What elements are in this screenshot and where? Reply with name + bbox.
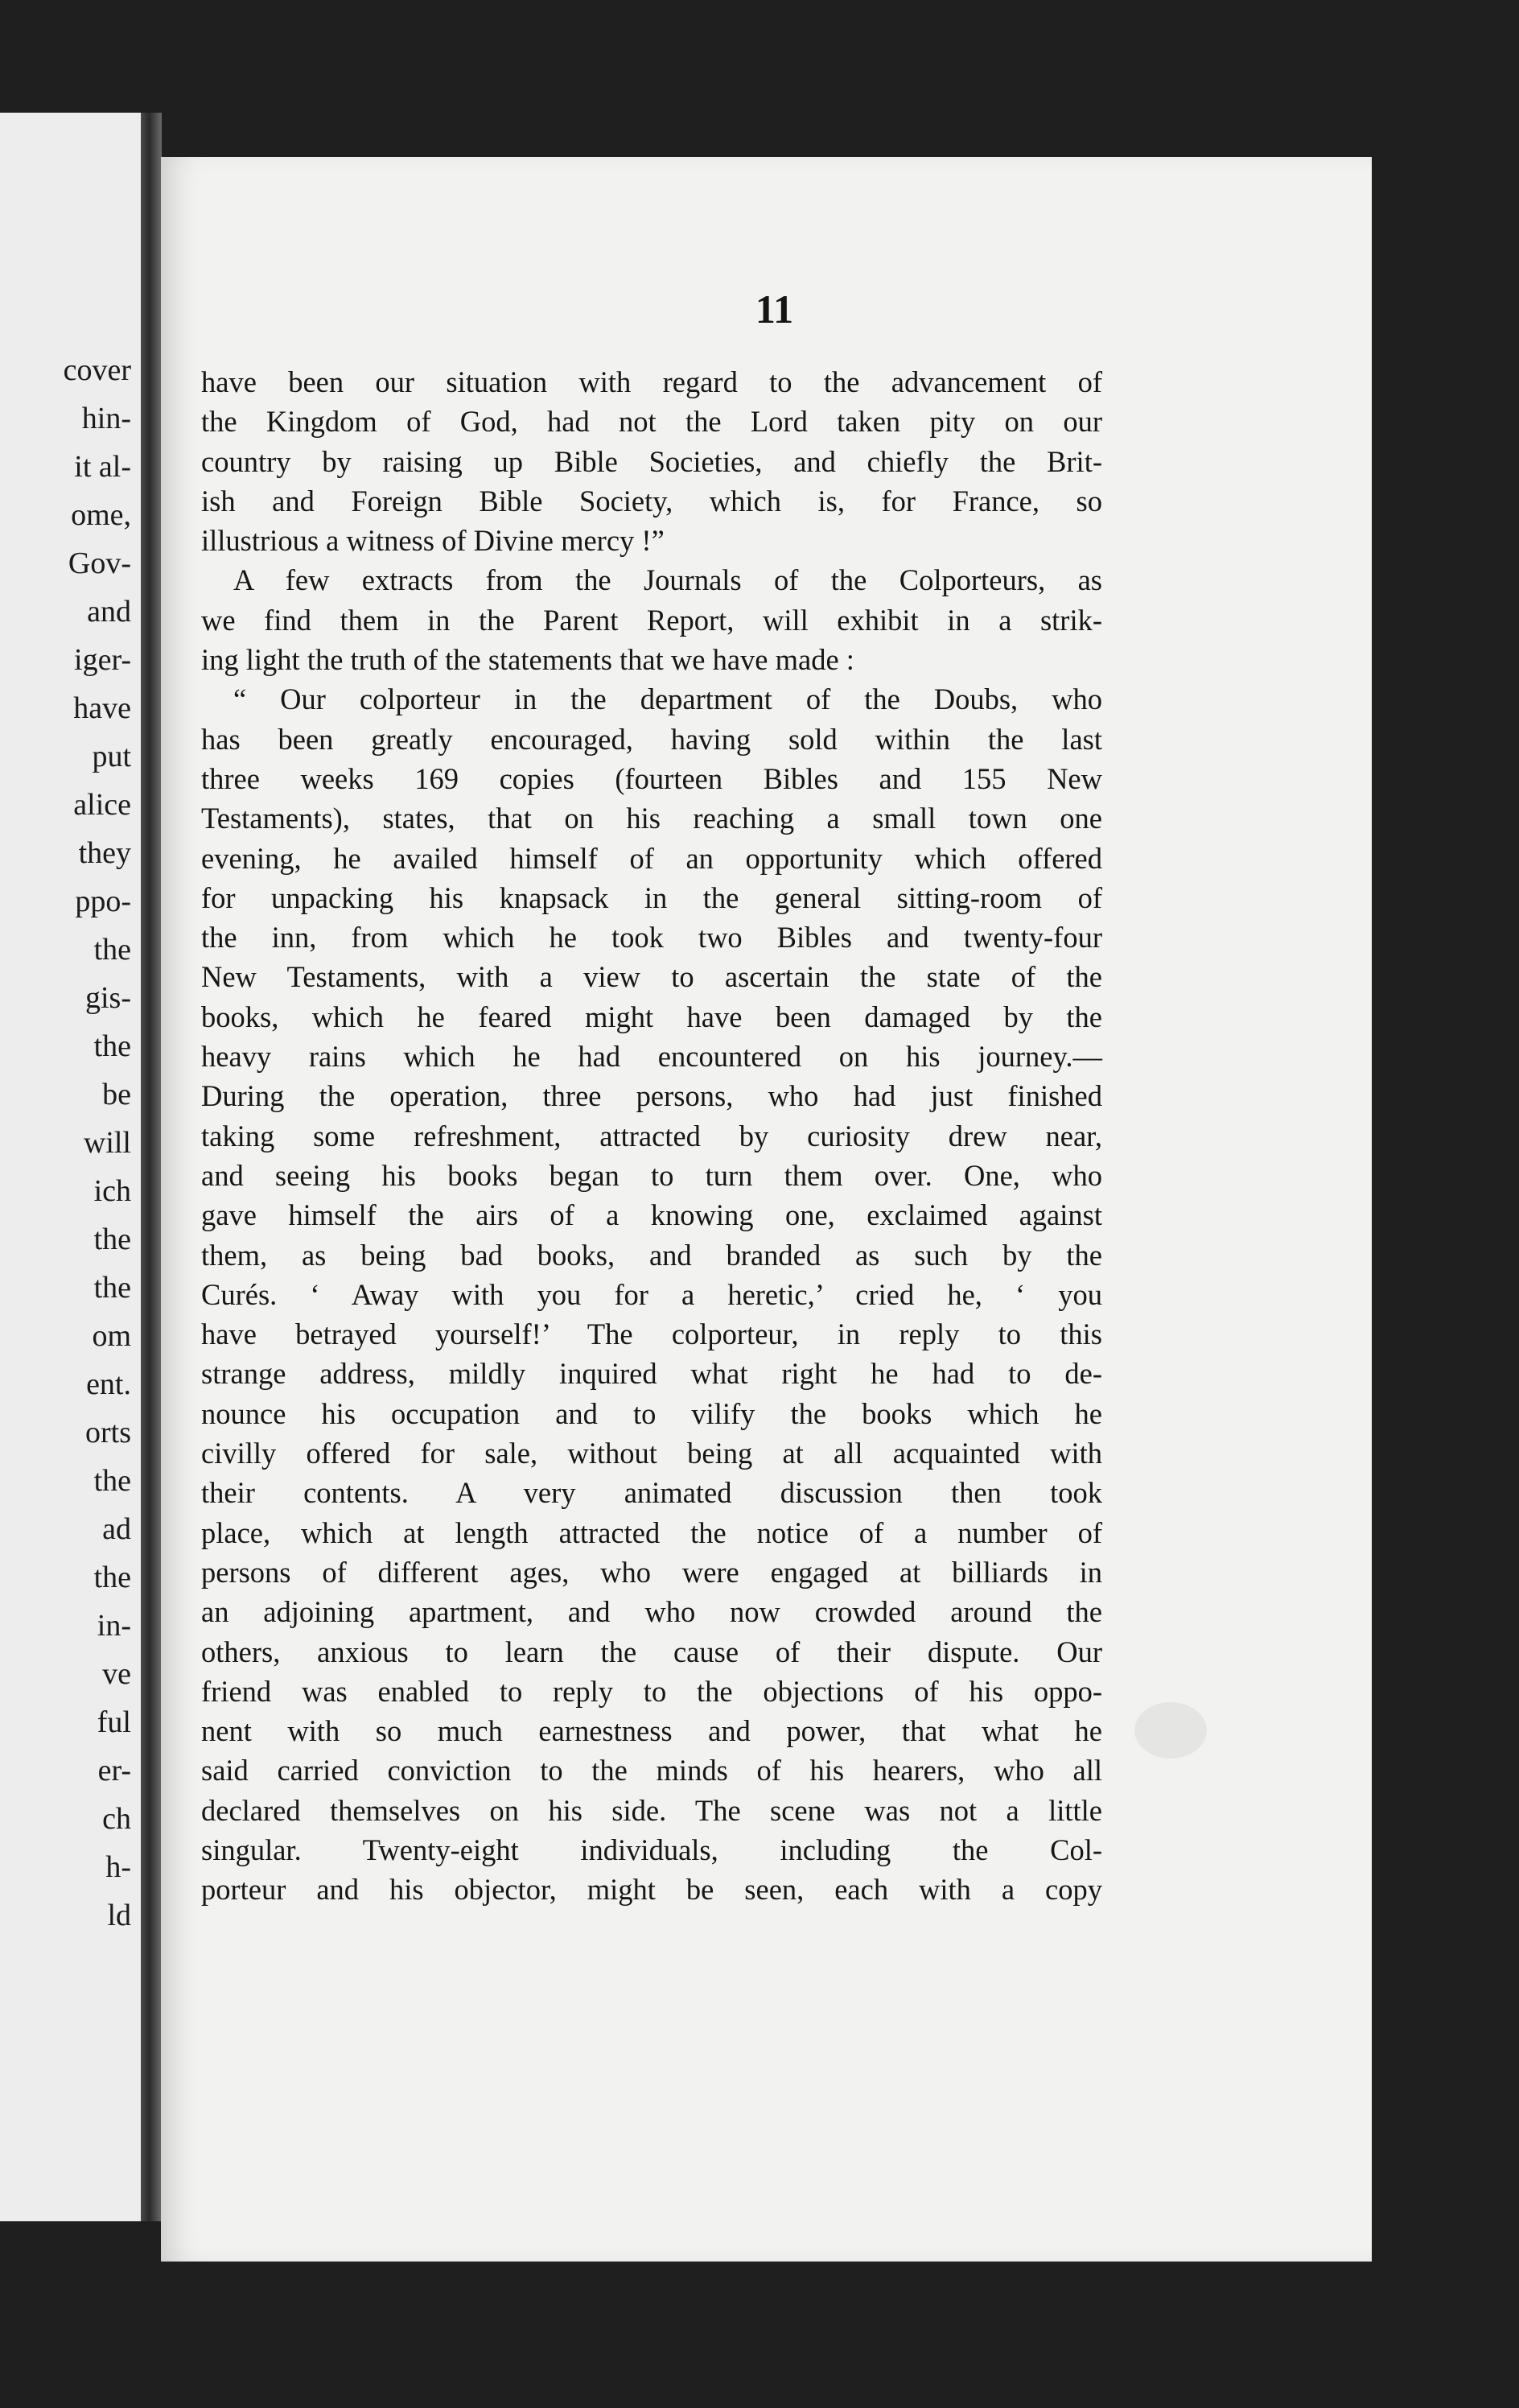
text-line: During the operation, three persons, who had just finished	[201, 1079, 1102, 1113]
text-line: said carried conviction to the minds of his hearers, who all	[201, 1754, 1102, 1787]
text-line: country by raising up Bible Societies, and chiefly the Brit-	[201, 444, 1102, 478]
previous-page-line: gis-	[85, 981, 131, 1015]
previous-page-line: the	[93, 1029, 131, 1063]
previous-page-line: ld	[107, 1899, 131, 1932]
text-line: porteur and his objector, might be seen, each with a copy	[201, 1873, 1102, 1907]
previous-page-line: ch	[102, 1802, 131, 1836]
text-line: Testaments), states, that on his reaching a small town one	[201, 802, 1102, 835]
text-line: ing light the truth of the statements that we have made :	[201, 643, 854, 677]
text-line: “ Our colporteur in the department of the Doubs, who	[233, 682, 1102, 716]
previous-page-fragment	[0, 113, 141, 2221]
previous-page-line: the	[93, 933, 131, 967]
text-line: the Kingdom of God, had not the Lord taken pity on our	[201, 405, 1102, 439]
text-line: place, which at length attracted the notice of a number of	[201, 1515, 1102, 1549]
text-line: books, which he feared might have been damaged by the	[201, 1000, 1102, 1033]
text-line: we find them in the Parent Report, will exhibit in a strik-	[201, 603, 1102, 637]
book-binding-gutter	[141, 113, 162, 2221]
text-line: friend was enabled to reply to the objections of his oppo-	[201, 1674, 1102, 1708]
text-line: civilly offered for sale, without being at all acquainted with	[201, 1437, 1102, 1470]
previous-page-line: in-	[97, 1609, 131, 1643]
text-line: their contents. A very animated discussion then took	[201, 1476, 1102, 1510]
text-line: A few extracts from the Journals of the Colporteurs, as	[233, 563, 1102, 597]
text-line: three weeks 169 copies (fourteen Bibles and 155 New	[201, 761, 1102, 795]
text-line: ish and Foreign Bible Society, which is, for France, so	[201, 484, 1102, 517]
text-line: gave himself the airs of a knowing one, exclaimed against	[201, 1198, 1102, 1232]
previous-page-line: the	[93, 1223, 131, 1256]
previous-page-line: they	[78, 836, 131, 870]
text-line: for unpacking his knapsack in the general sitting-room of	[201, 880, 1102, 914]
previous-page-line: ppo-	[75, 884, 131, 918]
text-line: evening, he availed himself of an opportunity which offered	[201, 841, 1102, 875]
previous-page-line: alice	[73, 788, 131, 822]
book-page	[161, 157, 1372, 2262]
previous-page-line: ful	[97, 1705, 131, 1739]
previous-page-line: the	[93, 1561, 131, 1594]
text-line: singular. Twenty-eight individuals, including the Col-	[201, 1833, 1102, 1866]
text-line: illustrious a witness of Divine mercy !”	[201, 524, 665, 558]
previous-page-line: ome,	[71, 498, 131, 532]
previous-page-line: orts	[85, 1416, 131, 1449]
text-line: strange address, mildly inquired what right he had to de-	[201, 1357, 1102, 1391]
text-line: them, as being bad books, and branded as such by the	[201, 1238, 1102, 1272]
previous-page-line: put	[92, 740, 131, 773]
text-line: and seeing his books began to turn them over. One, who	[201, 1158, 1102, 1192]
previous-page-line: om	[92, 1319, 131, 1353]
page-number: 11	[755, 287, 794, 332]
text-line: heavy rains which he had encountered on his journey.—	[201, 1040, 1102, 1074]
previous-page-line: ad	[102, 1512, 131, 1546]
text-line: have betrayed yourself!’ The colporteur, in reply to this	[201, 1317, 1102, 1351]
previous-page-line: ve	[102, 1657, 131, 1691]
previous-page-line: be	[102, 1078, 131, 1111]
previous-page-line: iger-	[74, 643, 131, 677]
previous-page-line: ich	[93, 1174, 131, 1208]
previous-page-line: hin-	[81, 402, 131, 435]
text-line: have been our situation with regard to the advancement of	[201, 365, 1102, 398]
previous-page-line: h-	[105, 1850, 131, 1884]
previous-page-line: the	[93, 1271, 131, 1305]
previous-page-line: Gov-	[68, 546, 131, 580]
text-line: declared themselves on his side. The scene was not a little	[201, 1793, 1102, 1827]
previous-page-line: will	[83, 1126, 131, 1160]
paper-stain	[1134, 1702, 1207, 1759]
body-text	[201, 362, 1102, 1910]
previous-page-line: it al-	[74, 450, 131, 484]
text-line: nounce his occupation and to vilify the books which he	[201, 1396, 1102, 1430]
text-line: the inn, from which he took two Bibles and twenty-four	[201, 921, 1102, 955]
text-line: an adjoining apartment, and who now crowded around the	[201, 1595, 1102, 1629]
text-line: has been greatly encouraged, having sold within the last	[201, 722, 1102, 756]
text-line: nent with so much earnestness and power, that what he	[201, 1714, 1102, 1748]
previous-page-line: have	[73, 691, 131, 725]
previous-page-line: the	[93, 1464, 131, 1498]
previous-page-line: cover	[63, 353, 131, 387]
text-line: others, anxious to learn the cause of their dispute. Our	[201, 1635, 1102, 1668]
text-line: taking some refreshment, attracted by curiosity drew near,	[201, 1119, 1102, 1152]
previous-page-line: and	[87, 595, 131, 629]
previous-page-line: er-	[97, 1754, 131, 1787]
text-line: Curés. ‘ Away with you for a heretic,’ cried he, ‘ you	[201, 1277, 1102, 1311]
text-line: New Testaments, with a view to ascertain the state of the	[201, 960, 1102, 994]
previous-page-text	[0, 346, 131, 1940]
text-line: persons of different ages, who were engaged at billiards in	[201, 1555, 1102, 1589]
previous-page-line: ent.	[86, 1367, 131, 1401]
